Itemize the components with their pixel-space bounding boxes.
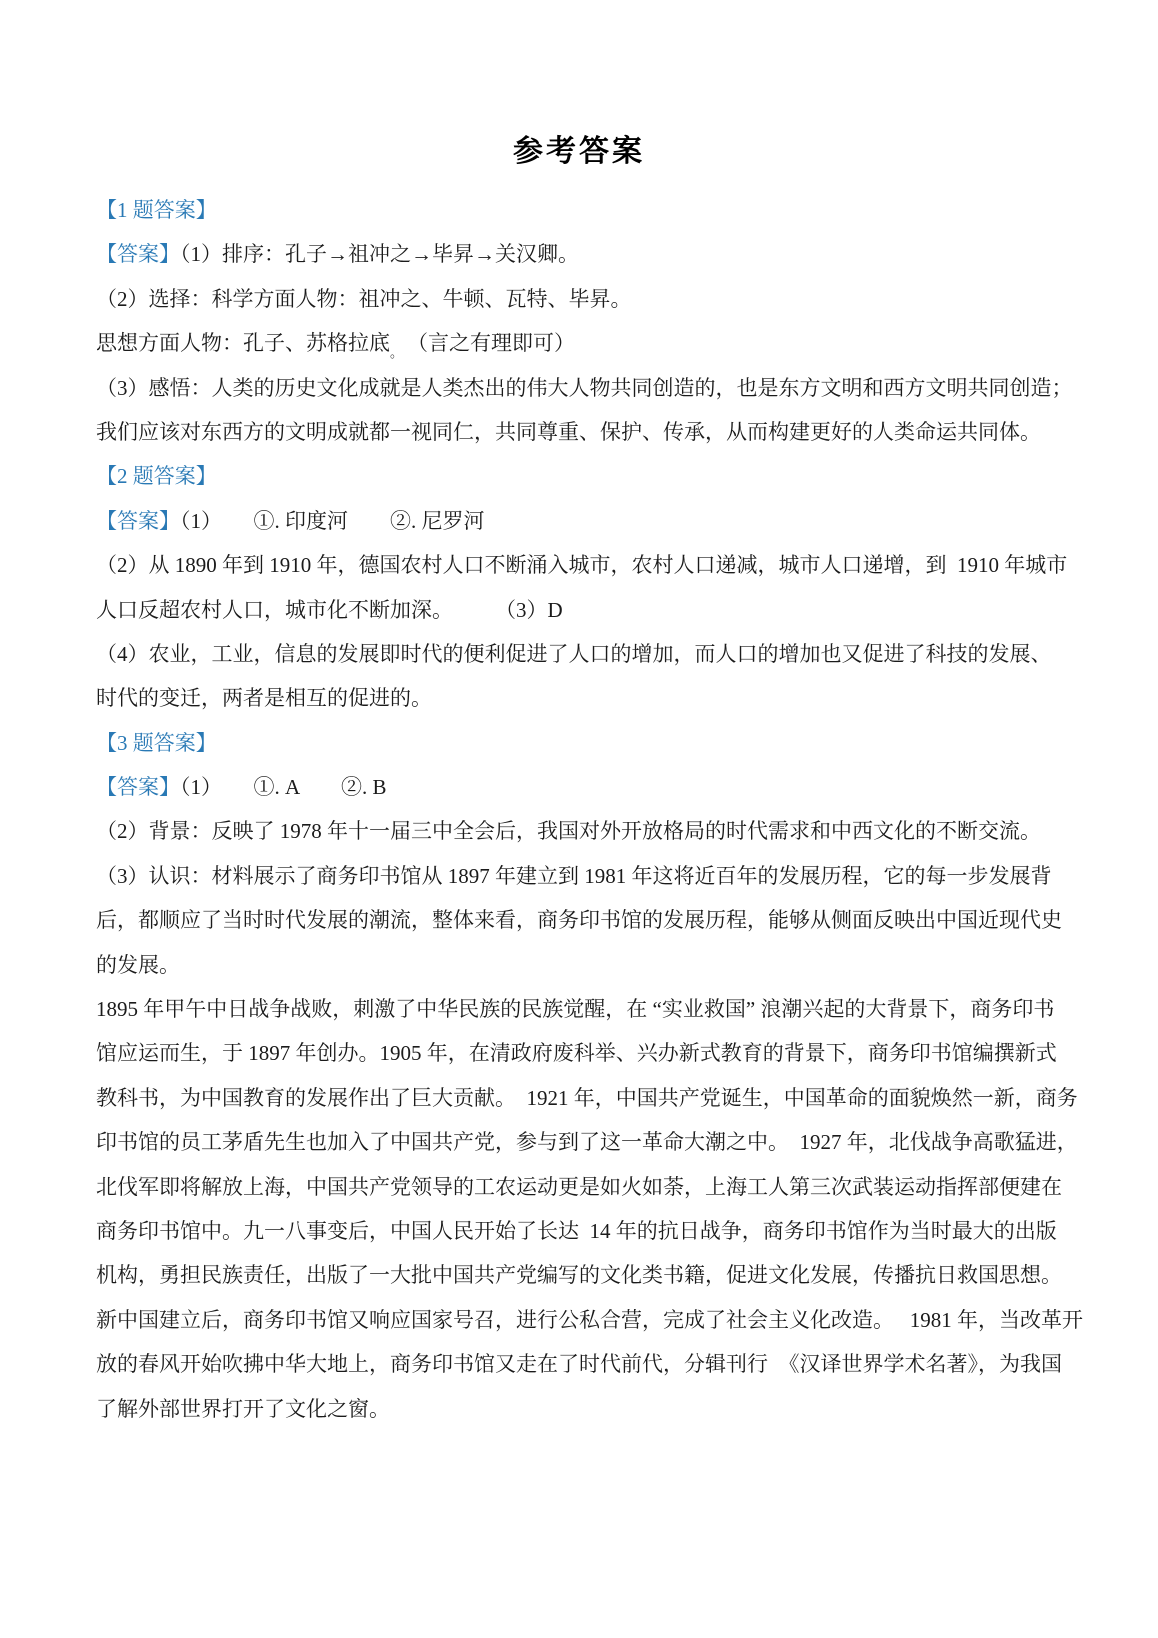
page-title: 参考答案 xyxy=(513,135,645,168)
answer-label: 【答案】 xyxy=(96,775,180,800)
section-3-answer-line-13: 新中国建立后，商务印书馆又响应国家号召，进行公私合营，完成了社会主义化改造。 1981 年，当改革开 xyxy=(96,1307,1083,1332)
answer-text: 思想方面人物：孔子、苏格拉底 xyxy=(96,331,390,356)
section-1-answer-line-5: 我们应该对东西方的文明成就都一视同仁，共同尊重、保护、传承，从而构建更好的人类命运共同体。 xyxy=(96,419,1041,444)
section-2-answer-line-5: 时代的变迁，两者是相互的促进的。 xyxy=(96,686,432,711)
section-3-answer-line-2: （2）背景：反映了 1978 年十一届三中全会后，我国对外开放格局的时代需求和中西文化的不断交流。 xyxy=(96,819,1041,844)
answer-text: （1）排序：孔子→祖冲之→毕昇→关汉卿。 xyxy=(180,242,579,267)
section-3-answer-line-5: 的发展。 xyxy=(96,952,180,977)
section-3-answer-line-15: 了解外部世界打开了文化之窗。 xyxy=(96,1396,390,1421)
section-3-answer-line-12: 机构，勇担民族责任，出版了一大批中国共产党编写的文化类书籍，促进文化发展，传播抗日救国思想。 xyxy=(96,1263,1062,1288)
section-3-answer-line-10: 北伐军即将解放上海，中国共产党领导的工农运动更是如火如荼，上海工人第三次武装运动指挥部便建在 xyxy=(96,1174,1062,1199)
section-2-answer-line-1 xyxy=(96,499,1062,543)
subscript-period: 。 xyxy=(390,345,397,361)
section-3-answer-line-9: 印书馆的员工茅盾先生也加入了中国共产党，参与到了这一革命大潮之中。 1927 年，北伐战争高歌猛进， xyxy=(96,1130,1078,1155)
section-3-answer-line-8: 教科书，为中国教育的发展作出了巨大贡献。 1921 年，中国共产党诞生，中国革命的面貌焕然一新，商务 xyxy=(96,1085,1078,1110)
section-3-answer-line-14: 放的春风开始吹拂中华大地上，商务印书馆又走在了时代前代，分辑刊行 《汉译世界学术名著》，为我国 xyxy=(96,1352,1062,1377)
section-2-heading: 【2 题答案】 xyxy=(96,464,217,489)
answer-label: 【答案】 xyxy=(96,508,180,533)
section-2-answer-line-2: （2）从 1890 年到 1910 年，德国农村人口不断涌入城市，农村人口递减，城市人口递增，到 1910 年城市 xyxy=(96,553,1068,578)
answer-text: （1） ①. 印度河 ②. 尼罗河 xyxy=(180,508,485,533)
section-1-answer-line-2: （2）选择：科学方面人物：祖冲之、牛顿、瓦特、毕昇。 xyxy=(96,286,632,311)
section-3-answer-line-1 xyxy=(96,765,1062,809)
section-1-answer-line-4: （3）感悟：人类的历史文化成就是人类杰出的伟大人物共同创造的，也是东方文明和西方文明共同创造； xyxy=(96,375,1073,400)
section-3-answer-line-3: （3）认识：材料展示了商务印书馆从 1897 年建立到 1981 年这将近百年的发展历程，它的每一步发展背 xyxy=(96,863,1052,888)
section-1-heading: 【1 题答案】 xyxy=(96,198,217,222)
section-2-answer-line-3: 人口反超农村人口，城市化不断加深。 （3）D xyxy=(96,597,563,622)
section-3-answer-line-6: 1895 年甲午中日战争战败，刺激了中华民族的民族觉醒，在 “实业救国” 浪潮兴起的大背景下，商务印书 xyxy=(96,997,1055,1022)
answer-text: （1） ①. A ②. B xyxy=(180,775,387,800)
section-3-heading: 【3 题答案】 xyxy=(96,730,217,755)
section-1-answer-line-3 xyxy=(96,321,1062,365)
answer-label: 【答案】 xyxy=(96,242,180,267)
section-3-answer-line-4: 后，都顺应了当时时代发展的潮流，整体来看，商务印书馆的发展历程，能够从侧面反映出中国近现代史 xyxy=(96,908,1062,933)
section-1-answer-line-1 xyxy=(96,232,1062,276)
section-3-answer-line-11: 商务印书馆中。九一八事变后，中国人民开始了长达 14 年的抗日战争，商务印书馆作为当时最大的出版 xyxy=(96,1218,1057,1243)
section-3-answer-line-7: 馆应运而生，于 1897 年创办。1905 年，在清政府废科举、兴办新式教育的背景下，商务印书馆编撰新式 xyxy=(96,1041,1057,1066)
document-content xyxy=(0,188,1158,1431)
section-2-answer-line-4: （4）农业，工业，信息的发展即时代的便利促进了人口的增加，而人口的增加也又促进了科技的发展、 xyxy=(96,641,1052,666)
answer-note: （言之有理即可） xyxy=(396,331,576,356)
